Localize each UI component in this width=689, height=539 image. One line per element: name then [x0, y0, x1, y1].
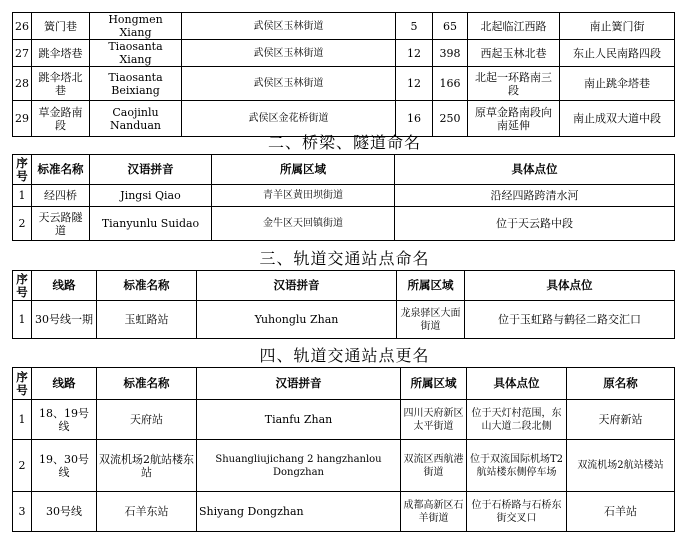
bridge-area: 金牛区天回镇街道	[212, 207, 395, 241]
road-width: 5	[396, 13, 433, 40]
station-area: 双流区西航港街道	[401, 440, 467, 492]
station-location: 位于天灯村范围，东山大道二段北侧	[467, 400, 567, 440]
col-header: 具体点位	[395, 155, 675, 185]
road-pinyin: Hongmen Xiang	[90, 13, 182, 40]
col-header: 线路	[32, 271, 97, 301]
table-row	[13, 301, 675, 339]
col-header: 标准名称	[97, 368, 197, 400]
station-location: 位于双流国际机场T2航站楼东侧停车场	[467, 440, 567, 492]
col-header: 所属区域	[401, 368, 467, 400]
rail-line: 18、19号线	[32, 400, 97, 440]
col-header: 汉语拼音	[197, 368, 401, 400]
roads-table	[12, 12, 675, 137]
col-header: 原名称	[567, 368, 675, 400]
road-name: 跳伞塔北巷	[32, 67, 90, 101]
bridge-location: 沿经四路跨清水河	[395, 185, 675, 207]
station-area: 龙泉驿区大面街道	[397, 301, 465, 339]
road-area: 武侯区金花桥街道	[182, 101, 396, 137]
row-no: 26	[13, 13, 32, 40]
table-row	[13, 40, 675, 67]
station-pinyin: Yuhonglu Zhan	[197, 301, 397, 339]
road-start: 北起临江西路	[468, 13, 560, 40]
station-old-name: 双流机场2航站楼站	[567, 440, 675, 492]
col-header: 序号	[13, 155, 32, 185]
station-old-name: 天府新站	[567, 400, 675, 440]
road-pinyin: Tiaosanta Beixiang	[90, 67, 182, 101]
table-row	[13, 440, 675, 492]
rail-line: 30号线	[32, 492, 97, 532]
rail-line: 19、30号线	[32, 440, 97, 492]
table-row	[13, 400, 675, 440]
row-no: 2	[13, 207, 32, 241]
road-end: 东止人民南路四段	[560, 40, 675, 67]
road-width: 16	[396, 101, 433, 137]
table-row	[13, 13, 675, 40]
row-no: 27	[13, 40, 32, 67]
row-no: 2	[13, 440, 32, 492]
row-no: 28	[13, 67, 32, 101]
road-end: 南止跳伞塔巷	[560, 67, 675, 101]
col-header: 线路	[32, 368, 97, 400]
row-no: 1	[13, 301, 32, 339]
section-title-rail-renaming: 四、轨道交通站点更名	[259, 346, 430, 365]
col-header: 具体点位	[465, 271, 675, 301]
bridge-location: 位于天云路中段	[395, 207, 675, 241]
table-row	[13, 67, 675, 101]
table-header-row	[13, 155, 675, 185]
col-header: 汉语拼音	[90, 155, 212, 185]
road-length: 250	[433, 101, 468, 137]
station-pinyin: Shuangliujichang 2 hangzhanlou Dongzhan	[197, 440, 401, 492]
road-start: 原草金路南段向南延伸	[468, 101, 560, 137]
station-pinyin: Shiyang Dongzhan	[197, 492, 401, 532]
station-old-name: 石羊站	[567, 492, 675, 532]
col-header: 标准名称	[97, 271, 197, 301]
station-pinyin: Tianfu Zhan	[197, 400, 401, 440]
station-area: 成都高新区石羊街道	[401, 492, 467, 532]
road-start: 西起玉林北巷	[468, 40, 560, 67]
road-length: 398	[433, 40, 468, 67]
bridge-pinyin: Jingsi Qiao	[90, 185, 212, 207]
table-row	[13, 185, 675, 207]
road-area: 武侯区玉林街道	[182, 40, 396, 67]
row-no: 1	[13, 185, 32, 207]
road-start: 北起一环路南三段	[468, 67, 560, 101]
col-header: 所属区域	[212, 155, 395, 185]
road-name: 跳伞塔巷	[32, 40, 90, 67]
section-title-bridges: 二、桥梁、隧道命名	[267, 133, 421, 152]
road-pinyin: Tiaosanta Xiang	[90, 40, 182, 67]
table-row	[13, 207, 675, 241]
col-header: 具体点位	[467, 368, 567, 400]
road-pinyin: Caojinlu Nanduan	[90, 101, 182, 137]
station-name: 玉虹路站	[97, 301, 197, 339]
row-no: 29	[13, 101, 32, 137]
road-end: 南止簧门街	[560, 13, 675, 40]
road-name: 簧门巷	[32, 13, 90, 40]
bridge-name: 天云路隧道	[32, 207, 90, 241]
bridge-area: 青羊区黄田坝街道	[212, 185, 395, 207]
col-header: 序号	[13, 368, 32, 400]
row-no: 1	[13, 400, 32, 440]
road-width: 12	[396, 67, 433, 101]
col-header: 汉语拼音	[197, 271, 397, 301]
table-header-row	[13, 368, 675, 400]
table-row	[13, 492, 675, 532]
row-no: 3	[13, 492, 32, 532]
road-end: 南止成双大道中段	[560, 101, 675, 137]
station-location: 位于石桥路与石桥东街交叉口	[467, 492, 567, 532]
road-name: 草金路南段	[32, 101, 90, 137]
station-name: 石羊东站	[97, 492, 197, 532]
station-name: 双流机场2航站楼东站	[97, 440, 197, 492]
road-area: 武侯区玉林街道	[182, 67, 396, 101]
road-length: 166	[433, 67, 468, 101]
col-header: 所属区域	[397, 271, 465, 301]
rail-naming-table	[12, 270, 675, 339]
bridge-pinyin: Tianyunlu Suidao	[90, 207, 212, 241]
road-area: 武侯区玉林街道	[182, 13, 396, 40]
road-width: 12	[396, 40, 433, 67]
bridge-name: 经四桥	[32, 185, 90, 207]
station-area: 四川天府新区太平街道	[401, 400, 467, 440]
rail-renaming-table	[12, 367, 675, 532]
bridges-table	[12, 154, 675, 241]
road-length: 65	[433, 13, 468, 40]
station-location: 位于玉虹路与鹤径二路交汇口	[465, 301, 675, 339]
table-header-row	[13, 271, 675, 301]
section-title-rail-naming: 三、轨道交通站点命名	[259, 249, 430, 268]
col-header: 序号	[13, 271, 32, 301]
col-header: 标准名称	[32, 155, 90, 185]
station-name: 天府站	[97, 400, 197, 440]
rail-line: 30号线一期	[32, 301, 97, 339]
